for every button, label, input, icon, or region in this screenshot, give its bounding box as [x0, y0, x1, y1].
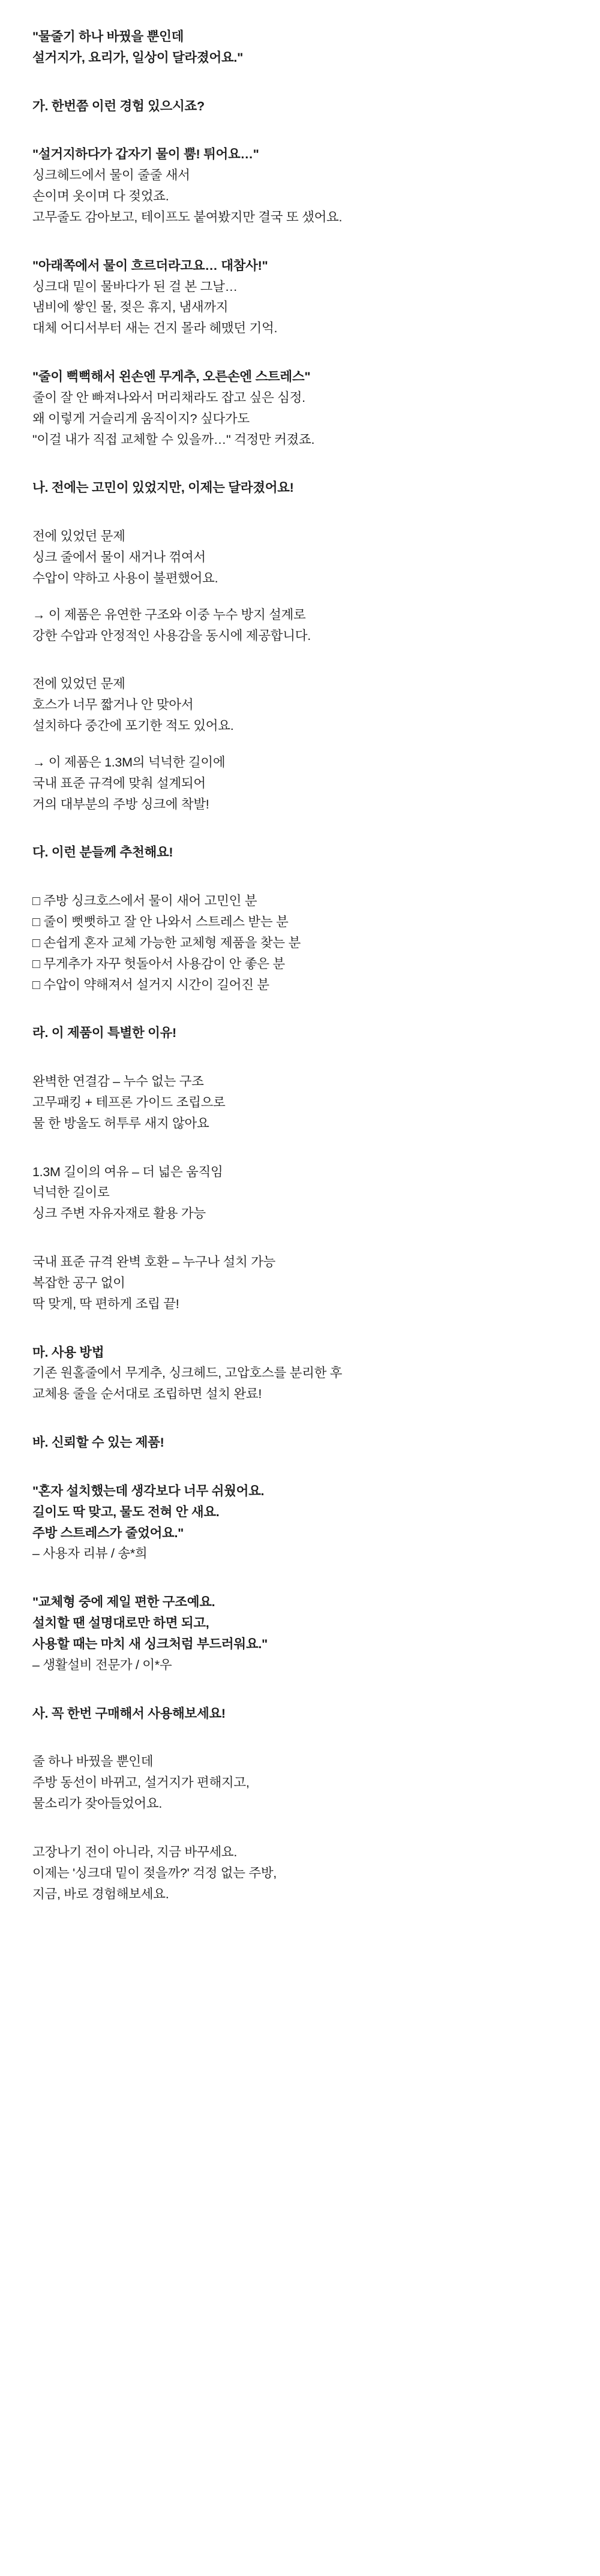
text-line: 넉넉한 길이로 [32, 1185, 110, 1200]
text-block-experience-3 [32, 366, 568, 450]
text-block-recommend-list [32, 891, 568, 995]
text-line: 딱 맞게, 딱 편하게 조립 끝! [32, 1296, 179, 1311]
text-line: □ 수압이 약해져서 설거지 시간이 길어진 분 [32, 977, 269, 992]
text-line: 줄 하나 바꿨을 뿐인데 [32, 1754, 154, 1769]
text-line: 전에 있었던 문제 [32, 677, 125, 692]
text-line: 싱크대 밑이 물바다가 된 걸 본 그날… [32, 279, 238, 294]
text-line: 설치할 땐 설명대로만 하면 되고, [32, 1616, 209, 1631]
text-block-experience-2 [32, 256, 568, 339]
text-line: 냄비에 쌓인 물, 젖은 휴지, 냄새까지 [32, 300, 229, 315]
text-block-review-1 [32, 1481, 568, 1564]
text-line: □ 주방 싱크호스에서 물이 새어 고민인 분 [32, 894, 257, 909]
text-block-problem-1 [32, 526, 568, 588]
text-line: "혼자 설치했는데 생각보다 너무 쉬웠어요. [32, 1483, 265, 1498]
text-line: 바. 신뢰할 수 있는 제품! [32, 1435, 164, 1450]
text-block-section-da [32, 842, 568, 863]
text-block-section-ma [32, 1342, 568, 1405]
text-line: → 이 제품은 1.3M의 넉넉한 길이에 [32, 755, 226, 770]
text-line: 라. 이 제품이 특별한 이유! [32, 1026, 176, 1041]
text-line: "아래쪽에서 물이 흐르더라고요… 대참사!" [32, 258, 268, 273]
text-block-feature-2 [32, 1162, 568, 1224]
text-block-solution-2 [32, 752, 568, 814]
text-line: "물줄기 하나 바꿨을 뿐인데 [32, 29, 184, 44]
text-line: 다. 이런 분들께 추천해요! [32, 845, 173, 860]
text-line: 수압이 약하고 사용이 불편했어요. [32, 570, 218, 585]
text-line: 가. 한번쯤 이런 경험 있으시죠? [32, 98, 205, 113]
text-line: 복잡한 공구 없이 [32, 1275, 125, 1290]
text-line: 대체 어디서부터 새는 건지 몰라 헤맸던 기억. [32, 321, 278, 336]
text-line: 싱크 주변 자유자재로 활용 가능 [32, 1206, 206, 1221]
text-block-intro-quote [32, 26, 568, 68]
text-block-problem-2 [32, 674, 568, 736]
text-line: 국내 표준 규격에 맞춰 설계되어 [32, 775, 206, 790]
text-line: "줄이 뻑뻑해서 왼손엔 무게추, 오른손엔 스트레스" [32, 369, 311, 384]
text-line: 국내 표준 규격 완벽 호환 – 누구나 설치 가능 [32, 1255, 276, 1270]
text-line: – 사용자 리뷰 / 송*희 [32, 1546, 148, 1561]
text-line: "이걸 내가 직접 교체할 수 있을까…" 걱정만 커졌죠. [32, 432, 315, 447]
text-line: 사용할 때는 마치 새 싱크처럼 부드러워요." [32, 1636, 268, 1651]
text-line: 주방 동선이 바뀌고, 설거지가 편해지고, [32, 1775, 250, 1790]
text-block-section-ba [32, 1432, 568, 1453]
text-line: 손이며 옷이며 다 젖었죠. [32, 189, 169, 204]
text-line: 설치하다 중간에 포기한 적도 있어요. [32, 719, 234, 734]
text-line: 주방 스트레스가 줄었어요." [32, 1525, 184, 1540]
text-line: 이제는 '싱크대 밑이 젖을까?' 걱정 없는 주방, [32, 1865, 277, 1880]
text-line: 왜 이렇게 거슬리게 움직이지? 싶다가도 [32, 411, 250, 426]
text-line: 전에 있었던 문제 [32, 529, 125, 544]
text-line: 싱크헤드에서 물이 줄줄 새서 [32, 168, 190, 183]
text-line: – 생활설비 전문가 / 이*우 [32, 1657, 172, 1672]
text-line: 나. 전에는 고민이 있었지만, 이제는 달라졌어요! [32, 480, 294, 495]
text-line: 1.3M 길이의 여유 – 더 넓은 움직임 [32, 1164, 223, 1179]
text-line: "설거지하다가 갑자기 물이 뿜! 튀어요…" [32, 147, 259, 162]
text-line: 거의 대부분의 주방 싱크에 착발! [32, 796, 209, 811]
text-block-feature-3 [32, 1252, 568, 1314]
text-block-section-sa [32, 1703, 568, 1724]
text-line: □ 줄이 뻣뻣하고 잘 안 나와서 스트레스 받는 분 [32, 915, 289, 930]
document-content [32, 26, 568, 1904]
text-line: → 이 제품은 유연한 구조와 이중 누수 방지 설계로 [32, 607, 306, 622]
text-line: 고무패킹 + 테프론 가이드 조립으로 [32, 1095, 226, 1110]
text-line: 호스가 너무 짧거나 안 맞아서 [32, 698, 194, 713]
text-block-closing-1 [32, 1751, 568, 1814]
text-line: 고무줄도 감아보고, 테이프도 붙여봤지만 결국 또 샜어요. [32, 209, 343, 224]
text-line: 물소리가 잦아들었어요. [32, 1796, 163, 1811]
text-line: 강한 수압과 안정적인 사용감을 동시에 제공합니다. [32, 628, 311, 643]
text-line: 사. 꼭 한번 구매해서 사용해보세요! [32, 1706, 226, 1721]
text-line: 설거지가, 요리가, 일상이 달라졌어요." [32, 50, 243, 65]
text-line: "교체형 중에 제일 편한 구조예요. [32, 1595, 215, 1610]
text-block-experience-1 [32, 144, 568, 227]
text-line: 교체용 줄을 순서대로 조립하면 설치 완료! [32, 1387, 262, 1402]
text-line: 지금, 바로 경험해보세요. [32, 1886, 169, 1901]
text-line: 싱크 줄에서 물이 새거나 꺾여서 [32, 550, 206, 565]
text-line: 기존 원홀줄에서 무게추, 싱크헤드, 고압호스를 분리한 후 [32, 1366, 343, 1381]
text-block-solution-1 [32, 605, 568, 647]
text-line: □ 무게추가 자꾸 헛돌아서 사용감이 안 좋은 분 [32, 956, 285, 971]
text-block-section-ra [32, 1023, 568, 1044]
text-block-feature-1 [32, 1071, 568, 1134]
text-line: □ 손쉽게 혼자 교체 가능한 교체형 제품을 찾는 분 [32, 935, 301, 950]
text-line: 완벽한 연결감 – 누수 없는 구조 [32, 1074, 204, 1089]
text-line: 물 한 방울도 허투루 새지 않아요 [32, 1116, 209, 1131]
text-block-section-ga [32, 96, 568, 117]
text-block-closing-2 [32, 1842, 568, 1904]
text-line: 마. 사용 방법 [32, 1345, 104, 1360]
text-block-section-na [32, 477, 568, 498]
text-line: 길이도 딱 맞고, 물도 전혀 안 새요. [32, 1504, 220, 1519]
text-block-review-2 [32, 1592, 568, 1675]
text-line: 고장나기 전이 아니라, 지금 바꾸세요. [32, 1844, 238, 1859]
text-line: 줄이 잘 안 빠져나와서 머리채라도 잡고 싶은 심정. [32, 390, 305, 405]
